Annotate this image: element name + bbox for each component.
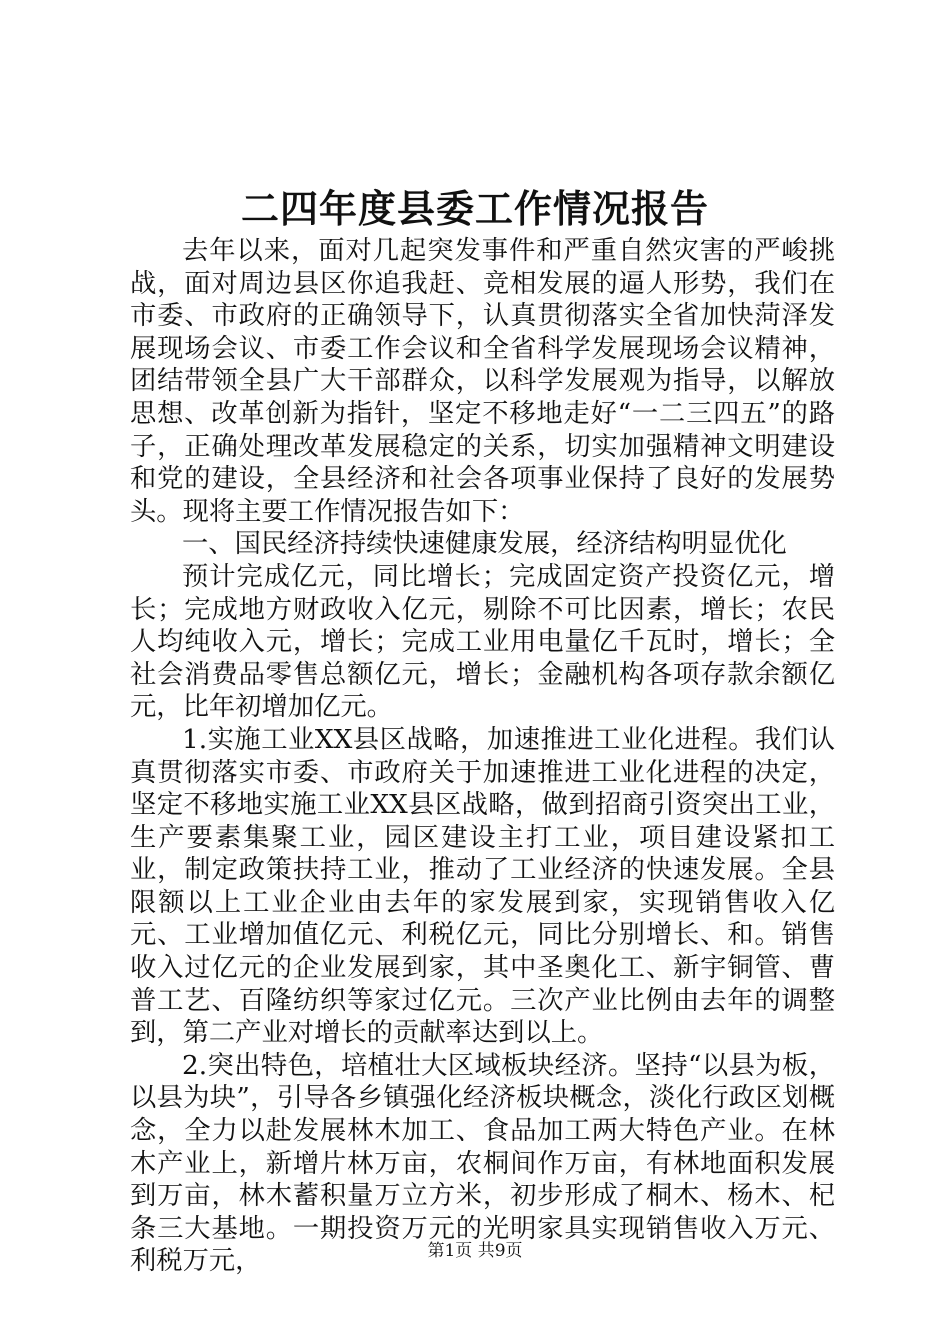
page-footer: 第1页 共9页 [427,1241,523,1261]
intro-paragraph: 去年以来，面对几起突发事件和严重自然灾害的严峻挑战，面对周边县区你追我赶、竞相发展的逼人形势，我们在市委、市政府的正确领导下，认真贯彻落实全省加快菏泽发展现场会议、市委工作会议和全省科学发展现场会议精神，团结带领全县广大干部群众，以科学发展观为指导，以解放思想、改革创新为指针，坚定不移地走好“一二三四五”的路子，正确处理改革发展稳定的关系，切实加强精神文明建设和党的建设，全县经济和社会各项事业保持了良好的发展势头。现将主要工作情况报告如下： [130,236,835,527]
document-title: 二四年度县委工作情况报告 [240,186,709,231]
section-heading: 一、国民经济持续快速健康发展，经济结构明显优化 [182,529,787,560]
industry-paragraph: 1.实施工业XX县区战略，加速推进工业化进程。我们认真贯彻落实市委、市政府关于加速推进工业化进程的决定，坚定不移地实施工业XX县区战略，做到招商引资突出工业，生产要素集聚工业，园区建设主打工业，项目建设紧扣工业，制定政策扶持工业，推动了工业经济的快速发展。全县限额以上工业企业由去年的家发展到家，实现销售收入亿元、工业增加值亿元、利税亿元，同比分别增长、和。销售收入过亿元的企业发展到家，其中圣奥化工、新宇铜管、曹普工艺、百隆纺织等家过亿元。三次产业比例由去年的调整到，第二产业对增长的贡献率达到以上。 [130,724,835,1049]
document-body [130,235,835,1278]
regional-economy-paragraph: 2.突出特色，培植壮大区域板块经济。坚持“以县为板，以县为块”，引导各乡镇强化经济板块概念，淡化行政区划概念，全力以赴发展林木加工、食品加工两大特色产业。在林木产业上，新增片林万亩，农桐间作万亩，有林地面积发展到万亩，林木蓄积量万立方米，初步形成了桐木、杨木、杞条三大基地。一期投资万元的光明家具实现销售收入万元、利税万元， [130,1050,835,1277]
summary-paragraph: 预计完成亿元，同比增长；完成固定资产投资亿元，增长；完成地方财政收入亿元，剔除不可比因素，增长；农民人均纯收入元，增长；完成工业用电量亿千瓦时，增长；全社会消费品零售总额亿元，增长；金融机构各项存款余额亿元，比年初增加亿元。 [130,561,835,723]
